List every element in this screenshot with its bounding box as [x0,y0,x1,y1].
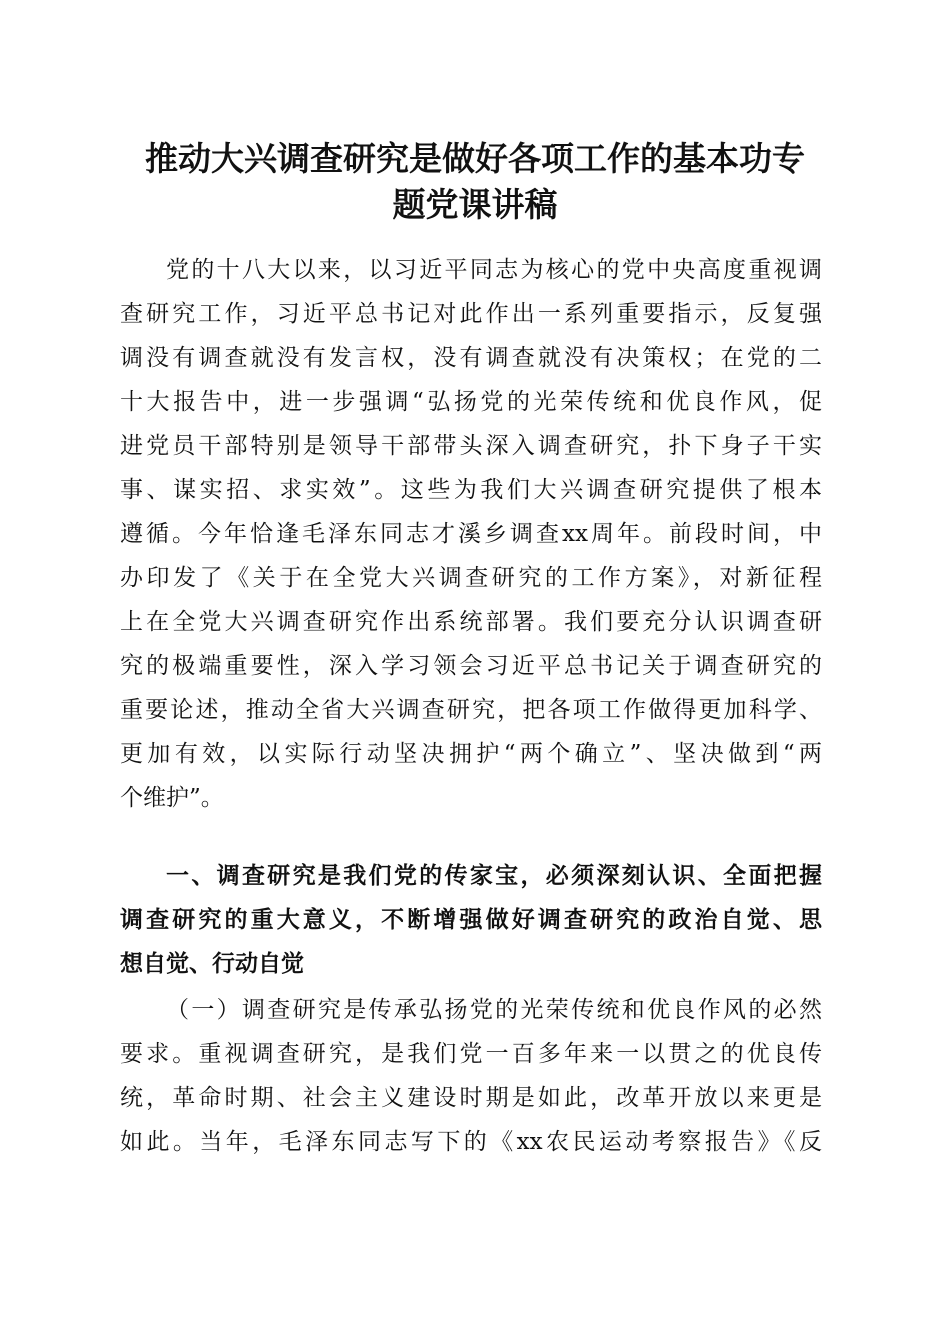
text-line: 上在全党大兴调查研究作出系统部署。我们要充分认识调查研 [120,609,822,635]
text-line: 遵循。今年恰逢毛泽东同志才溪乡调查xx周年。前段时间，中 [120,521,822,547]
text-line: 进党员干部特别是领导干部带头深入调查研究，扑下身子干实 [120,433,822,459]
heading-line: 一、调查研究是我们党的传家宝，必须深刻认识、全面把握 [166,863,822,889]
title-line: 题党课讲稿 [392,185,558,224]
subsection-paragraph [120,988,822,1164]
text-line: 究的极端重要性，深入学习领会习近平总书记关于调查研究的 [120,653,822,679]
section-heading-1 [120,854,822,986]
intro-paragraph [120,248,822,820]
text-line: 统，革命时期、社会主义建设时期是如此，改革开放以来更是 [120,1085,822,1111]
text-line: 个维护”。 [120,785,224,811]
heading-line: 调查研究的重大意义，不断增强做好调查研究的政治自觉、思 [120,907,822,933]
text-line: （一）调查研究是传承弘扬党的光荣传统和优良作风的必然 [166,997,822,1023]
text-line: 调没有调查就没有发言权，没有调查就没有决策权；在党的二 [120,345,822,371]
text-line: 党的十八大以来，以习近平同志为核心的党中央高度重视调 [166,257,822,283]
text-line: 如此。当年，毛泽东同志写下的《xx农民运动考察报告》《反 [120,1129,822,1155]
title-line: 推动大兴调查研究是做好各项工作的基本功专 [145,139,805,178]
text-line: 重要论述，推动全省大兴调查研究，把各项工作做得更加科学、 [120,697,822,723]
heading-line: 想自觉、行动自觉 [120,951,304,977]
text-line: 要求。重视调查研究，是我们党一百多年来一以贯之的优良传 [120,1041,822,1067]
text-line: 查研究工作，习近平总书记对此作出一系列重要指示，反复强 [120,301,822,327]
text-line: 更加有效，以实际行动坚决拥护“两个确立”、坚决做到“两 [120,741,822,767]
text-line: 办印发了《关于在全党大兴调查研究的工作方案》，对新征程 [120,565,822,591]
text-line: 事、谋实招、求实效”。这些为我们大兴调查研究提供了根本 [120,477,822,503]
text-line: 十大报告中，进一步强调“弘扬党的光荣传统和优良作风，促 [120,389,822,415]
document-title [100,136,850,228]
